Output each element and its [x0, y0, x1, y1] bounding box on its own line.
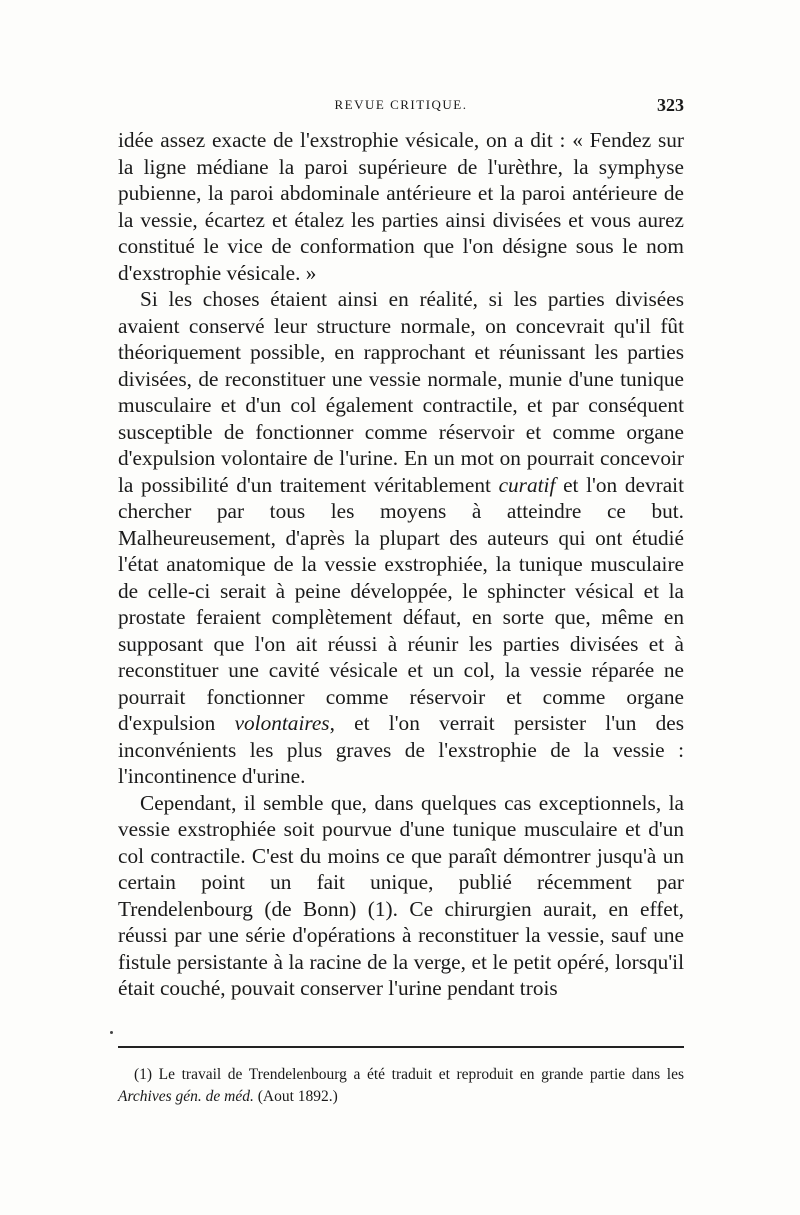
italic-volontaires: volontaires: [234, 711, 330, 735]
body-text: [118, 127, 684, 1002]
footnote-text-before: (1) Le travail de Trendelenbourg a été traduit et reproduit en grande partie dans les: [134, 1066, 684, 1083]
paragraph-3: Cependant, il semble que, dans quelques cas exceptionnels, la vessie exstrophiée soit pourvue d'une tunique musculaire et d'un col contractile. C'est du moins ce que paraît démontrer jusqu'à un certain point un fait unique, publié récemment par Trendelenbourg (de Bonn) (1). Ce chirurgien aurait, en effet, réussi par une série d'opérations à reconstituer la vessie, sauf une fistule persistante à la racine de la verge, et le petit opéré, lorsqu'il était couché, pouvait conserver l'urine pendant trois: [118, 790, 684, 1000]
rule-dot: [110, 1031, 113, 1034]
paragraph-2-part-1: Si les choses étaient ainsi en réalité, si les parties divisées avaient conservé leur structure normale, on concevrait qu'il fût théoriquement possible, en rapprochant et réunissant les parties divisées, de reconstituer une vessie normale, munie d'une tunique musculaire et d'un col également contractile, et par conséquent susceptible de fonctionner comme réservoir et comme organe d'expulsion volontaire de l'urine. En un mot on pourrait concevoir la possibilité d'un traitement véritablement: [118, 287, 684, 497]
italic-curatif: curatif: [498, 472, 556, 497]
footnote-text-after: (Aout 1892.): [253, 1088, 338, 1105]
paragraph-2-part-3: , et l'on verrait persister l'un des inconvénients les plus graves de l'exstrophie de la vessie : l'incontinence d'urine.: [118, 711, 684, 788]
running-title: REVUE CRITIQUE.: [334, 97, 468, 112]
footnote-journal-title: Archives gén. de méd.: [118, 1088, 254, 1105]
footnote-rule: [118, 1046, 684, 1048]
page-header: [118, 95, 684, 115]
footnote: [118, 1064, 684, 1108]
page-number: 323: [657, 95, 684, 115]
paragraph-2-part-2: et l'on devrait chercher par tous les moyens à atteindre ce but. Malheureusement, d'après la plupart des auteurs qui ont étudié l'état anatomique de la vessie exstrophiée, la tunique musculaire de celle-ci serait à peine développée, le sphincter vésical et la prostate feraient complètement défaut, en sorte que, même en supposant que l'on ait réussi à réunir les parties divisées et à reconstituer une cavité vésicale et un col, la vessie réparée ne pourrait fonctionner comme réservoir et comme organe d'expulsion: [118, 472, 684, 735]
paragraph-1: idée assez exacte de l'exstrophie vésicale, on a dit : « Fendez sur la ligne médiane la paroi supérieure de l'urèthre, la symphyse pubienne, la paroi abdominale antérieure et la paroi antérieure de la vessie, écartez et étalez les parties ainsi divisées et vous aurez constitué le vice de conformation que l'on désigne sous le nom d'exstrophie vésicale. »: [118, 128, 684, 285]
paragraph-2: [118, 286, 684, 790]
